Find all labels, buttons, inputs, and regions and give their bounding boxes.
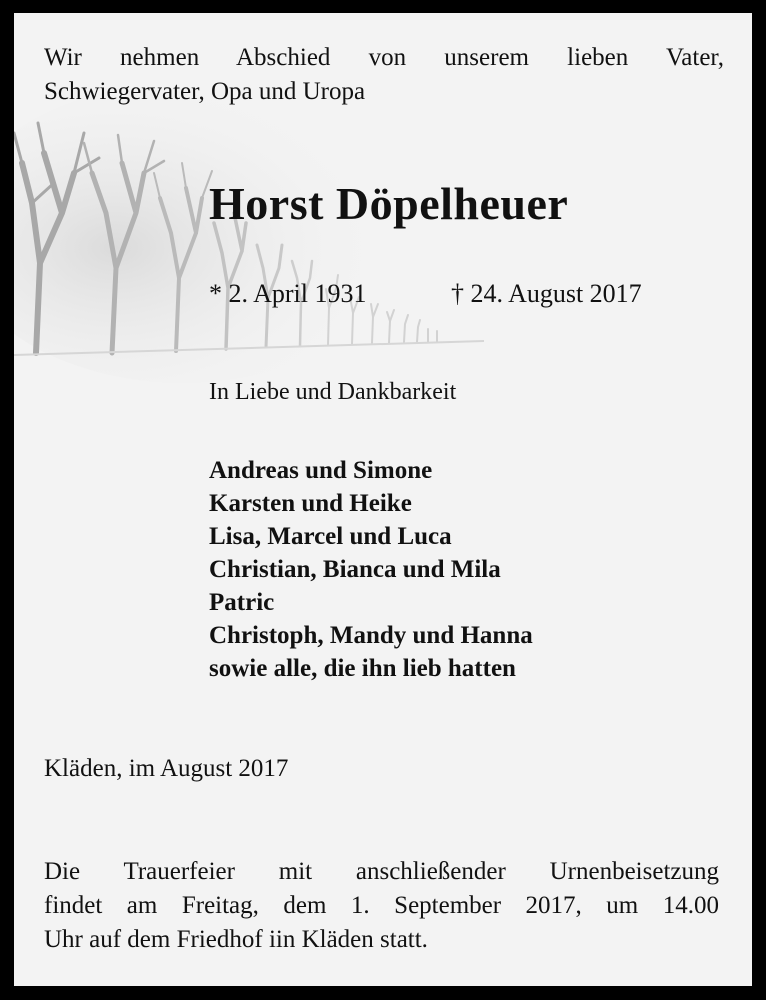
- farewell-intro-line-2: Schwiegervater, Opa und Uropa: [44, 78, 366, 105]
- farewell-intro-line-1: Wir nehmen Abschied von unserem lieben Vater,: [44, 44, 724, 71]
- mourner-entry: sowie alle, die ihn lieb hatten: [209, 655, 516, 682]
- dedication-text: In Liebe und Dankbarkeit: [209, 379, 457, 405]
- farewell-intro: [44, 41, 724, 109]
- death-date: † 24. August 2017: [451, 279, 642, 308]
- deceased-name: Horst Döpelheuer: [209, 178, 569, 229]
- mourner-entry: Patric: [209, 589, 275, 616]
- mourner-entry: Christoph, Mandy und Hanna: [209, 622, 533, 649]
- funeral-details: [44, 855, 719, 957]
- obituary-notice: [14, 13, 752, 986]
- place-and-date: Kläden, im August 2017: [44, 755, 289, 782]
- mourner-entry: Andreas und Simone: [209, 457, 433, 484]
- funeral-details-line-2: findet am Freitag, dem 1. September 2017, um 14.00: [44, 892, 719, 919]
- mourner-entry: Lisa, Marcel und Luca: [209, 523, 452, 550]
- mourners-list: [209, 454, 533, 685]
- funeral-details-line-1: Die Trauerfeier mit anschließender Urnenbeisetzung: [44, 858, 719, 885]
- birth-date: * 2. April 1931: [209, 279, 367, 308]
- funeral-details-line-3: Uhr auf dem Friedhof iin Kläden statt.: [44, 926, 428, 953]
- mourner-entry: Christian, Bianca und Mila: [209, 556, 501, 583]
- mourner-entry: Karsten und Heike: [209, 490, 412, 517]
